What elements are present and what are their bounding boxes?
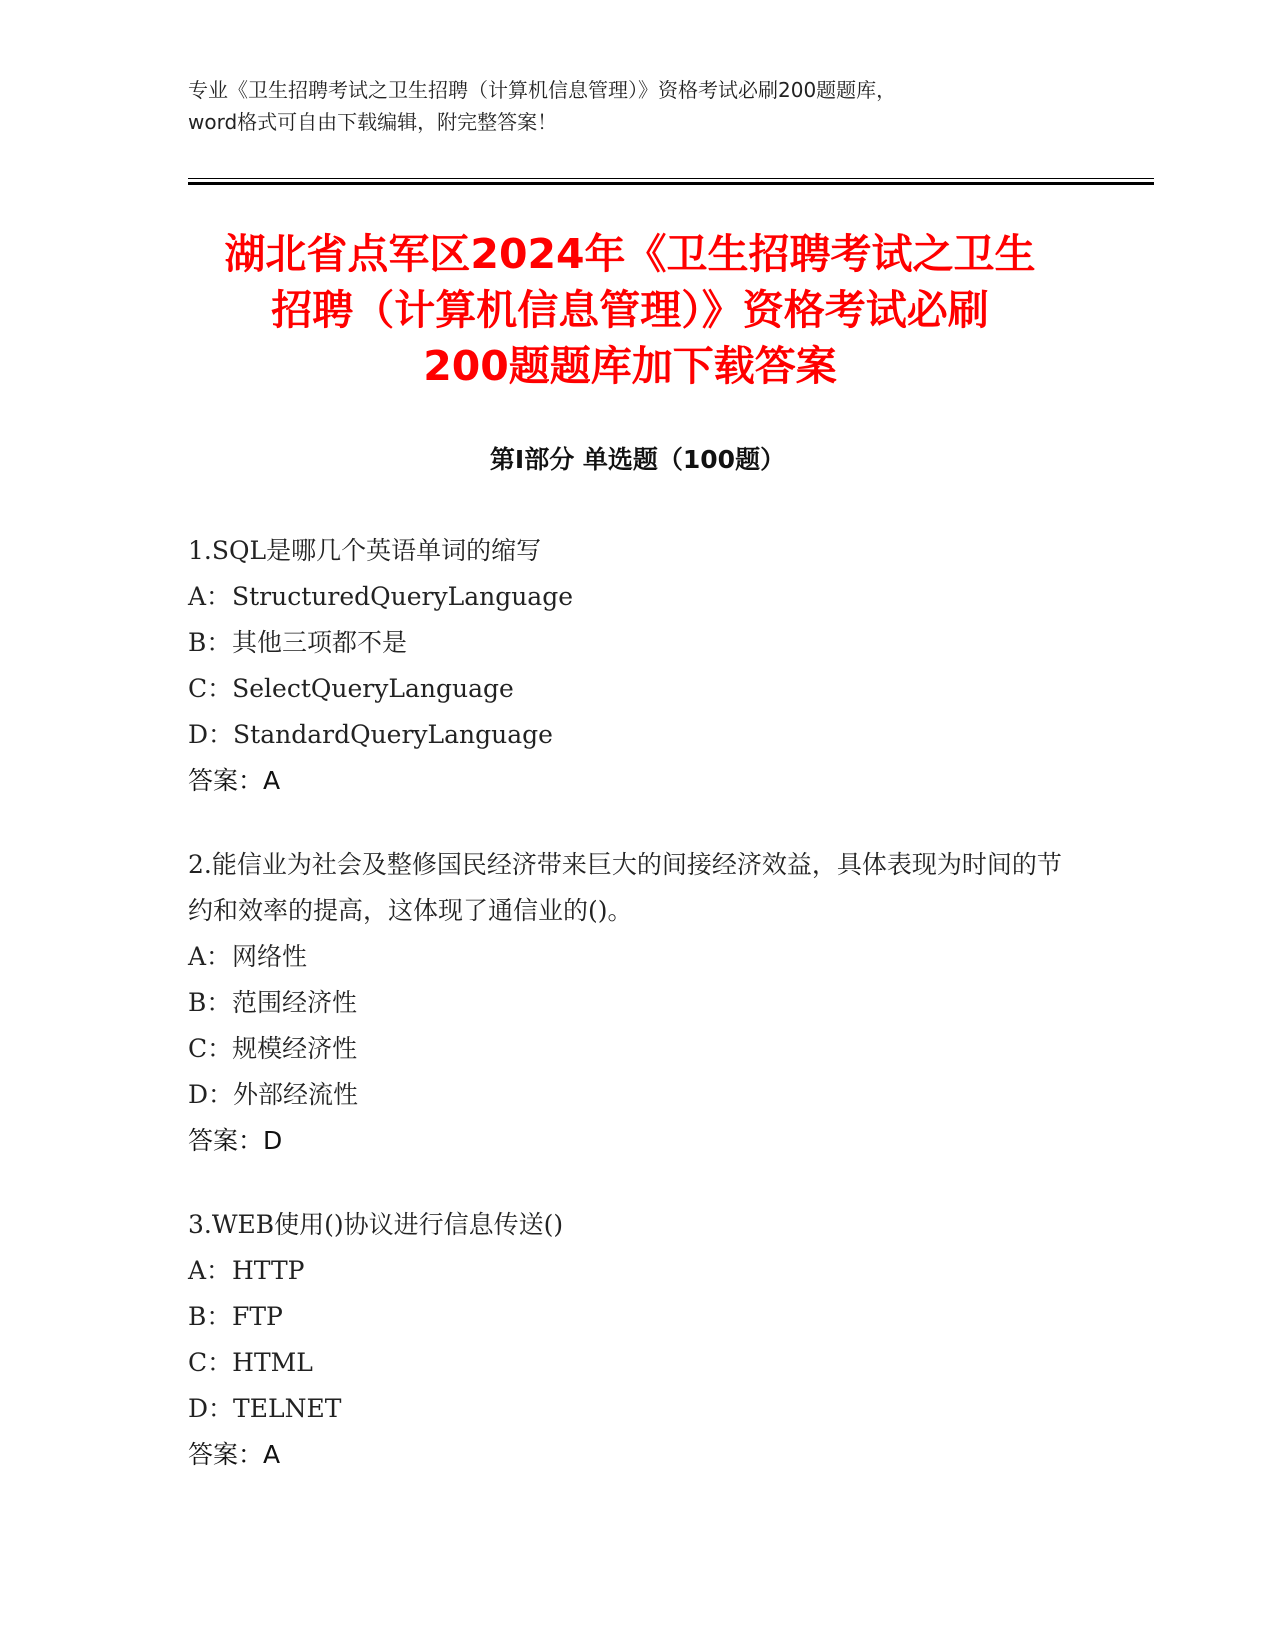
section-heading: 第Ⅰ部分 单选题（100题） (489, 445, 786, 474)
option-key: A： (188, 942, 232, 971)
header-divider-thin (188, 178, 1154, 179)
option-key: B： (188, 1302, 232, 1331)
option-text: FTP (232, 1302, 283, 1331)
document-title-line-1: 湖北省点军区2024年《卫生招聘考试之卫生 (224, 230, 1036, 278)
option-c (188, 1340, 1068, 1386)
question-item (188, 528, 1068, 804)
option-b (188, 1294, 1068, 1340)
question-list (188, 528, 1068, 1516)
header-note-line-1: 专业《卫生招聘考试之卫生招聘（计算机信息管理）》资格考试必刷200题题库， (188, 78, 897, 102)
option-text: StandardQueryLanguage (233, 720, 553, 749)
option-d (188, 712, 1068, 758)
option-key: D： (188, 1080, 234, 1109)
option-text: SelectQueryLanguage (232, 674, 514, 703)
option-c (188, 666, 1068, 712)
answer-line: 答案：A (188, 1440, 281, 1469)
question-item (188, 1202, 1068, 1478)
option-key: B： (188, 628, 232, 657)
header-note (188, 74, 1088, 138)
question-stem: 3.WEB使用()协议进行信息传送() (188, 1210, 564, 1239)
option-d (188, 1386, 1068, 1432)
option-text: HTML (232, 1348, 313, 1377)
option-b (188, 620, 1068, 666)
option-a (188, 1248, 1068, 1294)
question-stem: 2.能信业为社会及整修国民经济带来巨大的间接经济效益，具体表现为时间的节约和效率的提高，这体现了通信业的()。 (188, 850, 1062, 925)
option-key: D： (188, 1394, 234, 1423)
option-a (188, 574, 1068, 620)
option-text: 范围经济性 (232, 988, 358, 1017)
answer-line: 答案：A (188, 766, 281, 795)
document-title (170, 226, 1090, 394)
question-item (188, 842, 1068, 1164)
question-stem: 1.SQL是哪几个英语单词的缩写 (188, 536, 542, 565)
option-text: 网络性 (232, 942, 308, 971)
option-key: A： (188, 582, 232, 611)
option-text: StructuredQueryLanguage (232, 582, 574, 611)
answer-line: 答案：D (188, 1126, 283, 1155)
option-text: 规模经济性 (232, 1034, 358, 1063)
option-text: 其他三项都不是 (232, 628, 408, 657)
option-d (188, 1072, 1068, 1118)
option-key: C： (188, 674, 233, 703)
option-key: B： (188, 988, 232, 1017)
option-b (188, 980, 1068, 1026)
option-text: TELNET (233, 1394, 342, 1423)
option-key: D： (188, 720, 234, 749)
option-key: C： (188, 1348, 233, 1377)
option-a (188, 934, 1068, 980)
option-key: C： (188, 1034, 233, 1063)
option-c (188, 1026, 1068, 1072)
option-text: HTTP (232, 1256, 305, 1285)
document-title-line-2: 招聘（计算机信息管理）》资格考试必刷 (271, 286, 989, 334)
option-key: A： (188, 1256, 232, 1285)
header-note-line-2: word格式可自由下载编辑，附完整答案！ (188, 110, 558, 134)
document-title-line-3: 200题题库加下载答案 (423, 342, 837, 390)
header-divider-thick (188, 182, 1154, 185)
option-text: 外部经流性 (233, 1080, 359, 1109)
